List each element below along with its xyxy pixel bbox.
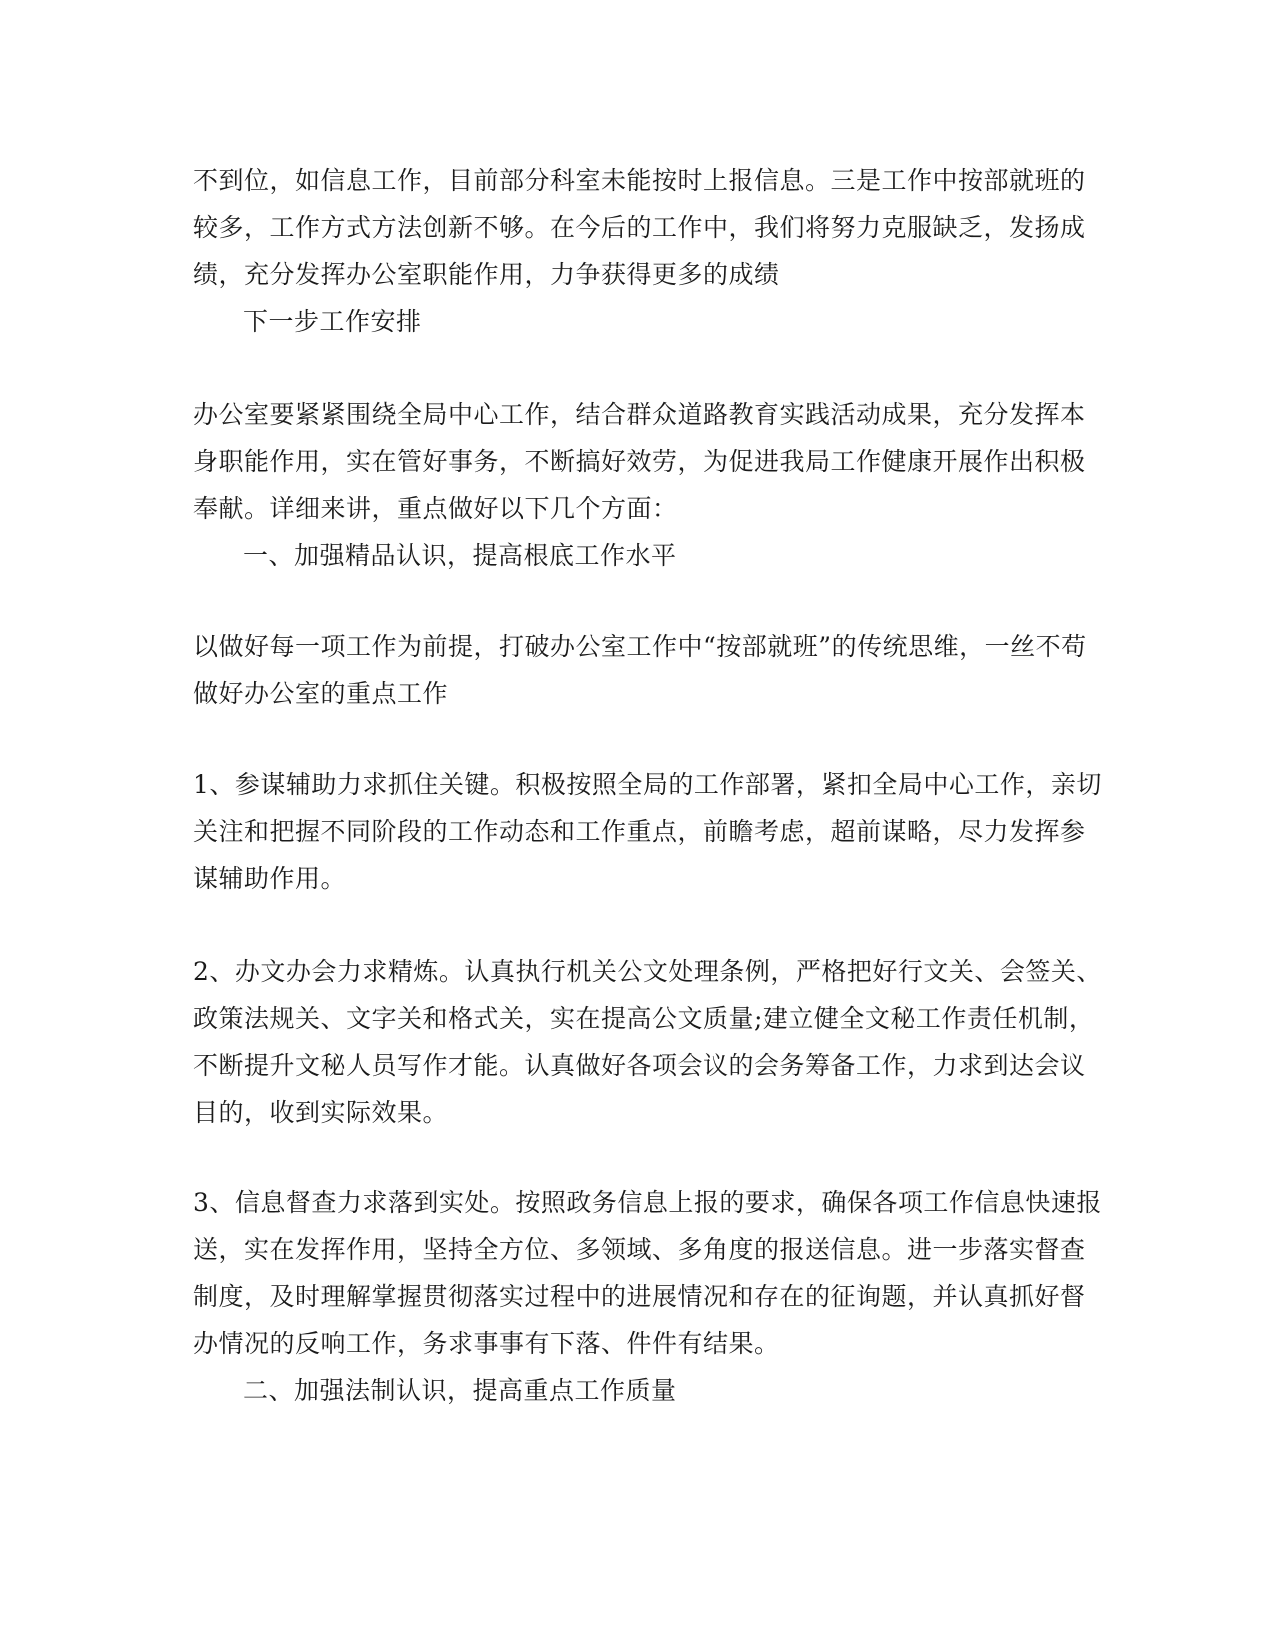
text-line: 制度，及时理解掌握贯彻落实过程中的进展情况和存在的征询题，并认真抓好督 — [193, 1282, 1086, 1311]
text-line: 3、信息督查力求落到实处。按照政务信息上报的要求，确保各项工作信息快速报 — [193, 1188, 1102, 1217]
text-line: 做好办公室的重点工作 — [193, 679, 449, 708]
text-line: 身职能作用，实在管好事务，不断搞好效劳，为促进我局工作健康开展作出积极 — [193, 447, 1086, 476]
text-line: 1、参谋辅助力求抓住关键。积极按照全局的工作部署，紧扣全局中心工作，亲切 — [193, 770, 1102, 799]
text-line: 办情况的反响工作，务求事事有下落、件件有结果。 — [193, 1329, 780, 1358]
text-line: 2、办文办会力求精炼。认真执行机关公文处理条例，严格把好行文关、会签关、 — [193, 957, 1102, 986]
text-line: 不到位，如信息工作，目前部分科室未能按时上报信息。三是工作中按部就班的 — [193, 166, 1086, 195]
section-heading: 下一步工作安排 — [243, 307, 422, 336]
text-line: 办公室要紧紧围绕全局中心工作，结合群众道路教育实践活动成果，充分发挥本 — [193, 400, 1086, 429]
section-heading: 一、加强精品认识，提高根底工作水平 — [243, 541, 677, 570]
text-line: 绩，充分发挥办公室职能作用，力争获得更多的成绩 — [193, 260, 780, 289]
text-line: 较多，工作方式方法创新不够。在今后的工作中，我们将努力克服缺乏，发扬成 — [193, 213, 1086, 242]
text-line: 目的，收到实际效果。 — [193, 1098, 449, 1127]
text-line: 以做好每一项工作为前提，打破办公室工作中“按部就班”的传统思维，一丝不苟 — [193, 632, 1087, 661]
text-line: 不断提升文秘人员写作才能。认真做好各项会议的会务筹备工作，力求到达会议 — [193, 1051, 1086, 1080]
section-heading: 二、加强法制认识，提高重点工作质量 — [243, 1376, 677, 1405]
text-line: 送，实在发挥作用，坚持全方位、多领域、多角度的报送信息。进一步落实督查 — [193, 1235, 1086, 1264]
text-line: 奉献。详细来讲，重点做好以下几个方面： — [193, 494, 678, 523]
text-line: 谋辅助作用。 — [193, 864, 347, 893]
text-line: 关注和把握不同阶段的工作动态和工作重点，前瞻考虑，超前谋略，尽力发挥参 — [193, 817, 1086, 846]
text-line: 政策法规关、文字关和格式关，实在提高公文质量;建立健全文秘工作责任机制， — [193, 1004, 1095, 1033]
